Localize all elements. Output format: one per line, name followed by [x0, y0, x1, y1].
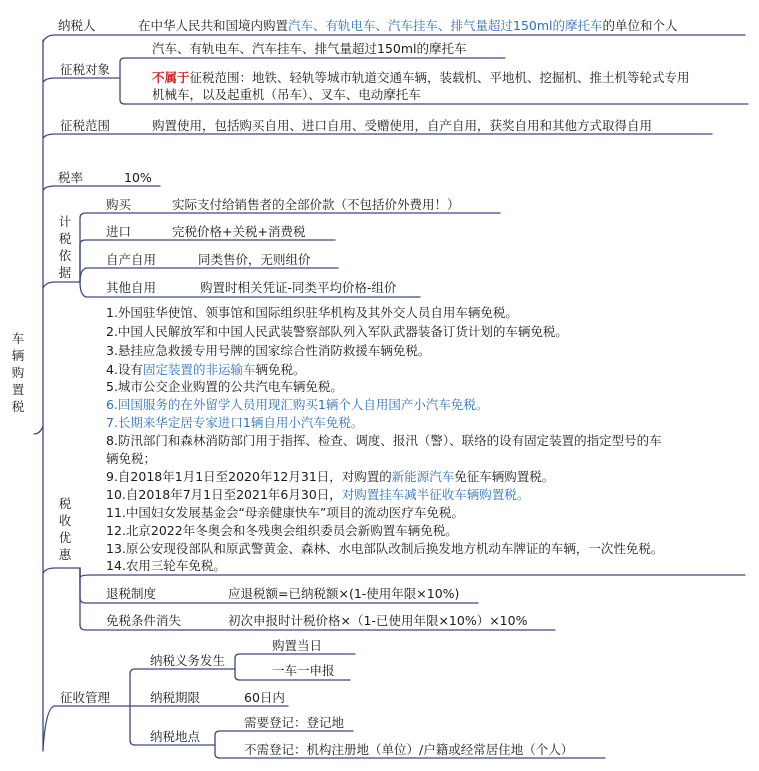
relief-item-5: 5.城市公交企业购置的公共汽电车辆免税。: [106, 379, 343, 394]
relief-item-1: 1.外国驻华使馆、领事馆和国际组织驻华机构及其外交人员自用车辆免税。: [106, 305, 518, 320]
relief-item-9-b: 新能源汽车: [391, 469, 455, 484]
taxpayer-text-vehicles: 汽车、有轨电车、汽车挂车、排气量超过150ml的摩托车: [288, 18, 603, 33]
relief-item-4: [106, 361, 305, 378]
refund-text: 应退税额=已纳税额×(1-使用年限×10%): [228, 586, 460, 601]
tax-basis-label: 计税依据: [58, 214, 72, 280]
relief-item-8-cont: 辆免税；: [106, 451, 157, 466]
tax-object-excluded-keyword: 不属于: [152, 70, 190, 85]
relief-item-9-a: 9.自2018年1月1日至2020年12月31日，对购置的: [106, 469, 392, 484]
tax-object-excluded-text-1: 征税范围：地铁、轻轨等城市轨道交通车辆，装载机、平地机、挖掘机、推土机等轮式专用: [189, 70, 690, 85]
relief-item-10: [106, 486, 529, 503]
collection-label: 征收管理: [60, 690, 111, 705]
relief-item-2: 2.中国人民解放军和中国人民武装警察部队列入军队武器装备订货计划的车辆免税。: [106, 324, 568, 339]
relief-item-3: 3.悬挂应急救援专用号牌的国家综合性消防救援车辆免税。: [106, 343, 431, 358]
refund-label: 退税制度: [106, 586, 157, 601]
tax-basis-buy-label: 购买: [106, 197, 132, 212]
tax-scope-text: 购置使用，包括购买自用、进口自用、受赠使用，自产自用，获奖自用和其他方式取得自用: [152, 118, 653, 133]
tax-basis-import-label: 进口: [106, 224, 132, 239]
tax-object-label: 征税对象: [60, 62, 111, 77]
location-item-2: 不需登记：机构注册地（单位）/户籍或经常居住地（个人）: [244, 742, 574, 757]
relief-item-4-c: 辆免税。: [255, 362, 306, 377]
tax-scope-label: 征税范围: [60, 118, 111, 133]
taxpayer-text-part-c: 的单位和个人: [602, 18, 678, 33]
tax-rate-label: 税率: [58, 170, 84, 185]
root-label: 车辆购置税: [11, 331, 25, 414]
tax-basis-selfmade-text: 同类售价，无则组价: [198, 252, 311, 267]
tax-relief-label: 税收优惠: [58, 496, 72, 562]
relief-item-4-b: 固定装置的非运输车: [142, 362, 256, 377]
obligation-item-1: 购置当日: [272, 638, 323, 653]
tax-basis-other-text: 购置时相关凭证-同类平均价格-组价: [200, 280, 397, 295]
relief-item-9: [106, 468, 554, 485]
obligation-item-2: 一车一申报: [272, 663, 335, 678]
relief-item-14: 14.农用三轮车免税。: [106, 558, 226, 573]
tax-basis-other-label: 其他自用: [106, 280, 157, 295]
relief-item-12: 12.北京2022年冬奥会和冬残奥会组织委员会新购置车辆免税。: [106, 523, 458, 538]
tax-object-excluded-text-2: 机械车，以及起重机（吊车）、叉车、电动摩托车: [152, 87, 421, 102]
relief-item-10-a: 10.自2018年7月1日至2021年6月30日，: [106, 487, 342, 502]
period-text: 60日内: [244, 690, 285, 705]
relief-item-7: 7.长期来华定居专家进口1辆自用小汽车免税。: [106, 415, 364, 430]
tax-rate-value: 10%: [124, 170, 152, 185]
exemption-lapse-text: 初次申报时计税价格×（1-已使用年限×10%）×10%: [228, 613, 528, 628]
exemption-lapse-label: 免税条件消失: [106, 613, 182, 628]
tax-object-items: 汽车、有轨电车、汽车挂车、排气量超过150ml的摩托车: [152, 41, 467, 56]
obligation-label: 纳税义务发生: [150, 653, 226, 668]
relief-item-8: 8.防汛部门和森林消防部门用于指挥、检查、调度、报汛（警）、联络的设有固定装置的指定型号的车: [106, 433, 662, 448]
tax-object-excluded-line-1: [152, 69, 690, 86]
relief-item-13: 13.原公安现役部队和原武警黄金、森林、水电部队改制后换发地方机动车牌证的车辆，一次性免税。: [106, 541, 664, 556]
relief-item-4-a: 4.设有: [106, 362, 143, 377]
tax-basis-selfmade-label: 自产自用: [106, 252, 157, 267]
relief-item-9-c: 免征车辆购置税。: [454, 469, 555, 484]
taxpayer-label: 纳税人: [58, 18, 96, 33]
tax-basis-import-text: 完税价格+关税+消费税: [172, 224, 306, 239]
taxpayer-text-part-a: 在中华人民共和国境内购置: [138, 18, 289, 33]
relief-item-6: 6.回国服务的在外留学人员用现汇购买1辆个人自用国产小汽车免税。: [106, 397, 489, 412]
period-label: 纳税期限: [150, 690, 201, 705]
location-item-1: 需要登记：登记地: [244, 715, 345, 730]
location-label: 纳税地点: [150, 729, 201, 744]
taxpayer-text: [138, 17, 678, 34]
relief-item-10-b: 对购置挂车减半征收车辆购置税。: [341, 487, 530, 502]
relief-item-11: 11.中国妇女发展基金会“母亲健康快车”项目的流动医疗车免税。: [106, 505, 464, 520]
tax-basis-buy-text: 实际支付给销售者的全部价款（不包括价外费用！）: [172, 197, 460, 212]
